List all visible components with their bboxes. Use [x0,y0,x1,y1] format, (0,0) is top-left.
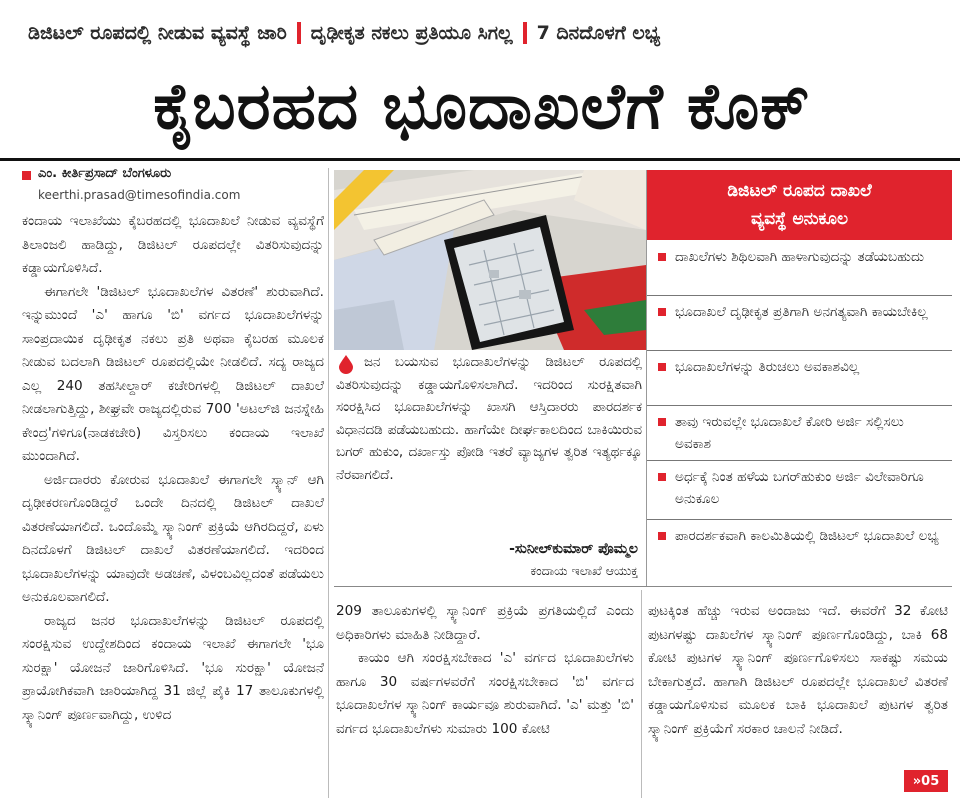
bullet-icon [658,308,666,316]
headline-rule [0,158,960,161]
benefits-box [646,170,951,586]
paragraph: 209 ತಾಲೂಕುಗಳಲ್ಲಿ ಸ್ಕ್ಯಾನಿಂಗ್ ಪ್ರಕ್ರಿಯೆ ಪ್ರಗತಿಯಲ್ಲಿದೆ ಎಂದು ಅಧಿಕಾರಿಗಳು ಮಾಹಿತಿ ನೀಡಿದ್ದಾರೆ. [336,603,634,643]
article-column-1 [22,210,324,800]
bullet-icon [658,532,666,540]
byline-bullet-icon [22,171,31,180]
benefit-item: ತಾವು ಇರುವಲ್ಲೇ ಭೂದಾಖಲೆ ಕೋರಿ ಅರ್ಜಿ ಸಲ್ಲಿಸಲು ಅವಕಾಶ [647,407,952,461]
quote-text: ಜನ ಬಯಸುವ ಭೂದಾಖಲೆಗಳನ್ನು ಡಿಜಿಟಲ್ ರೂಪದಲ್ಲಿ ವಿತರಿಸುವುದನ್ನು ಕಡ್ಡಾಯಗೊಳಿಸಲಾಗಿದೆ. ಇದರಿಂದ ಸುರಕ್ಷಿತವಾಗಿ ಸಂರಕ್ಷಿಸಿದ ಭೂದಾಖಲೆಗಳನ್ನು ಖಾಸಗಿ ಆಸ್ತಿದಾರರು ಪಾರದರ್ಶಕ ವಿಧಾನದಡಿ ಪಡೆಯಬಹುದು. ಹಾಗೆಯೇ ದೀರ್ಘಕಾಲದಿಂದ ಬಾಕಿಯಿರುವ ಬಗರ್ ಹುಕುಂ, ದರ್ಖಾಸ್ತು ಪೋಡಿ ಇತರೆ ವ್ಯಾಜ್ಯಗಳ ತ್ವರಿತ ಇತ್ಯರ್ಥಕ್ಕೂ ನೆರವಾಗಲಿದೆ. [336,355,642,483]
headline: ಕೈಬರಹದ ಭೂದಾಖಲೆಗೆ ಕೊಕ್ [153,70,811,144]
kicker-part-3: 7 ದಿನದೊಳಗೆ ಲಭ್ಯ [536,22,661,44]
benefit-item: ಭೂದಾಖಲೆಗಳನ್ನು ತಿರುಚಲು ಅವಕಾಶವಿಲ್ಲ [647,352,952,406]
column-divider [641,590,642,798]
author-email: keerthi.prasad@timesofindia.com [38,188,241,202]
article-column-3 [648,600,948,768]
benefit-item: ದಾಖಲೆಗಳು ಶಿಥಿಲವಾಗಿ ಹಾಳಾಗುವುದನ್ನು ತಡೆಯಬಹುದು [647,242,952,296]
kicker-part-2: ದೃಢೀಕೃತ ನಕಲು ಪ್ರತಿಯೂ ಸಿಗಲ್ಲ [310,22,513,44]
paragraph: ಅರ್ಜಿದಾರರು ಕೋರುವ ಭೂದಾಖಲೆ ಈಗಾಗಲೇ ಸ್ಕ್ಯಾನ್ ಆಗಿ ದೃಢೀಕರಣಗೊಂಡಿದ್ದರೆ ಒಂದೇ ದಿನದಲ್ಲಿ ಡಿಜಿಟಲ್ ದಾಖಲೆ ವಿತರಣೆಯಾಗಲಿದೆ. ಒಂದೊಮ್ಮೆ ಸ್ಕ್ಯಾನಿಂಗ್ ಪ್ರಕ್ರಿಯೆ ಆಗಿರದಿದ್ದರೆ, ಏಳು ದಿನದೊಳಗೆ ಡಿಜಿಟಲ್ ದಾಖಲೆ ವಿತರಣೆಯಾಗಲಿದೆ. ಇದರಿಂದ ಭೂದಾಖಲೆಗಳನ್ನು ಯಾವುದೇ ಅಡಚಣೆ, ವಿಳಂಬವಿಲ್ಲದಂತೆ ಪಡೆಯಲು ಅನುಕೂಲವಾಗಲಿದೆ. [22,471,324,605]
box-title-line: ಡಿಜಿಟಲ್ ರೂಪದ ದಾಖಲೆ [727,181,872,201]
kicker-separator [523,22,527,44]
bullet-icon [658,473,666,481]
kicker-part-1: ಡಿಜಿಟಲ್ ರೂಪದಲ್ಲಿ ನೀಡುವ ವ್ಯವಸ್ಥೆ ಜಾರಿ [28,22,287,44]
section-divider [334,586,952,587]
benefit-item: ಪಾರದರ್ಶಕವಾಗಿ ಕಾಲಮಿತಿಯಲ್ಲಿ ಡಿಜಿಟಲ್ ಭೂದಾಖಲೆ ಲಭ್ಯ [647,521,952,579]
bullet-icon [658,418,666,426]
continued-page-ref: »05 [904,770,948,792]
quote-signature: -ಸುನೀಲ್‌ಕುಮಾರ್ ಪೊಮ್ಮಲ [509,541,638,557]
bullet-icon [658,363,666,371]
paragraph: ಕಾಯಂ ಆಗಿ ಸಂರಕ್ಷಿಸಬೇಕಾದ 'ಎ' ವರ್ಗದ ಭೂದಾಖಲೆಗಳು ಹಾಗೂ 30 ವರ್ಷಗಳವರೆಗೆ ಸಂರಕ್ಷಿಸಬೇಕಾದ 'ಬಿ' ವರ್ಗದ ಭೂದಾಖಲೆಗಳ ಸ್ಕ್ಯಾನಿಂಗ್ ಕಾರ್ಯವೂ ಶುರುವಾಗಿದೆ. 'ಎ' ಮತ್ತು 'ಬಿ' ವರ್ಗದ ಭೂದಾಖಲೆಗಳು ಸುಮಾರು 100 ಕೋಟಿ [336,650,634,737]
quote-designation: ಕಂದಾಯ ಇಲಾಖೆ ಆಯುಕ್ತ [530,563,638,578]
paragraph: ರಾಜ್ಯದ ಜನರ ಭೂದಾಖಲೆಗಳನ್ನು ಡಿಜಿಟಲ್ ರೂಪದಲ್ಲಿ ಸಂರಕ್ಷಿಸುವ ಉದ್ದೇಶದಿಂದ ಕಂದಾಯ ಇಲಾಖೆ ಈಗಾಗಲೇ 'ಭೂ ಸುರಕ್ಷಾ' ಯೋಜನೆ ಜಾರಿಗೊಳಿಸಿದೆ. 'ಭೂ ಸುರಕ್ಷಾ' ಯೋಜನೆ ಪ್ರಾಯೋಗಿಕವಾಗಿ ಜಾರಿಯಾಗಿದ್ದ 31 ಜಿಲ್ಲೆ ಪೈಕಿ 17 ತಾಲೂಕುಗಳಲ್ಲಿ ಸ್ಕ್ಯಾನಿಂಗ್ ಪೂರ್ಣವಾಗಿದ್ದು, ಉಳಿದ [22,612,324,723]
quote-mark-icon [336,354,356,374]
benefit-item: ಅರ್ಧಕ್ಕೆ ನಿಂತ ಹಳೆಯ ಬಗರ್‌ಹುಕುಂ ಅರ್ಜಿ ವಿಲೇವಾರಿಗೂ ಅನುಕೂಲ [647,462,952,520]
bullet-icon [658,253,666,261]
author-name: ಎಂ. ಕೀರ್ತಿಪ್ರಸಾದ್ ಬೆಂಗಳೂರು [38,166,172,181]
paragraph: ಈಗಾಗಲೇ 'ಡಿಜಿಟಲ್ ಭೂದಾಖಲೆಗಳ ವಿತರಣೆ' ಶುರುವಾಗಿದೆ. ಇನ್ನುಮುಂದೆ 'ಎ' ಹಾಗೂ 'ಬಿ' ವರ್ಗದ ಭೂದಾಖಲೆಗಳನ್ನು ಸಾಂಪ್ರದಾಯಿಕ ದೃಢೀಕೃತ ನಕಲು ಪ್ರತಿ ಅಥವಾ ಕೈಬರಹ ಮೂಲಕ ನೀಡುವ ಬದಲಾಗಿ ಡಿಜಿಟಲ್ ರೂಪದಲ್ಲಿಯೇ ನೀಡಲಿದೆ. ಸದ್ಯ ರಾಜ್ಯದ ಎಲ್ಲ 240 ತಹಸೀಲ್ದಾರ್ ಕಚೇರಿಗಳಲ್ಲಿ ಡಿಜಿಟಲ್ ದಾಖಲೆ ನೀಡಲಾಗುತ್ತಿದ್ದು, ಶೀಘ್ರವೇ ರಾಜ್ಯದಲ್ಲಿರುವ 700 'ಅಟಲ್‌ಜಿ ಜನಸ್ನೇಹಿ ಕೇಂದ್ರ'ಗಳಿಗೂ(ನಾಡಕಚೇರಿ) ವಿಸ್ತರಿಸಲು ಕಂದಾಯ ಇಲಾಖೆ ಮುಂದಾಗಿದೆ. [22,283,324,464]
kicker-line [28,12,948,54]
byline [20,166,330,208]
benefits-box-title [647,170,952,240]
kicker-separator [297,22,301,44]
benefit-item: ಭೂದಾಖಲೆ ದೃಢೀಕೃತ ಪ್ರತಿಗಾಗಿ ಅನಗತ್ಯವಾಗಿ ಕಾಯಬೇಕಿಲ್ಲ [647,297,952,351]
tablet-on-land-maps-image [334,170,646,350]
paragraph: ಪುಟಕ್ಕಿಂತ ಹೆಚ್ಚು ಇರುವ ಅಂದಾಜು ಇದೆ. ಈವರೆಗೆ 32 ಕೋಟಿ ಪುಟಗಳಷ್ಟು ದಾಖಲೆಗಳ ಸ್ಕ್ಯಾನಿಂಗ್ ಪೂರ್ಣಗೊಂಡಿದ್ದು, ಬಾಕಿ 68 ಕೋಟಿ ಪುಟಗಳ ಸ್ಕ್ಯಾನಿಂಗ್ ಪೂರ್ಣಗೊಳಿಸಲು ಸಾಕಷ್ಟು ಸಮಯ ಬೇಕಾಗುತ್ತದೆ. ಹಾಗಾಗಿ ಡಿಜಿಟಲ್ ರೂಪದಲ್ಲೇ ಭೂದಾಖಲೆ ವಿತರಣೆ ಕಡ್ಡಾಯಗೊಳಿಸುವ ಮೂಲಕ ಬಾಕಿ ಭೂದಾಖಲೆ ಪುಟಗಳ ತ್ವರಿತ ಸ್ಕ್ಯಾನಿಂಗ್ ಪ್ರಕ್ರಿಯೆಗೆ ಸರಕಾರ ಚಾಲನೆ ನೀಡಿದೆ. [648,603,948,737]
article-column-2 [336,600,634,800]
pull-quote [336,352,642,582]
column-divider [328,168,329,798]
paragraph: ಕಂದಾಯ ಇಲಾಖೆಯು ಕೈಬರಹದಲ್ಲಿ ಭೂದಾಖಲೆ ನೀಡುವ ವ್ಯವಸ್ಥೆಗೆ ತಿಲಾಂಜಲಿ ಹಾಡಿದ್ದು, ಡಿಜಿಟಲ್ ರೂಪದಲ್ಲೇ ವಿತರಿಸುವುದನ್ನು ಕಡ್ಡಾಯಗೊಳಿಸಿದೆ. [22,213,324,276]
box-title-line: ವ್ಯವಸ್ಥೆ ಅನುಕೂಲ [750,209,849,229]
